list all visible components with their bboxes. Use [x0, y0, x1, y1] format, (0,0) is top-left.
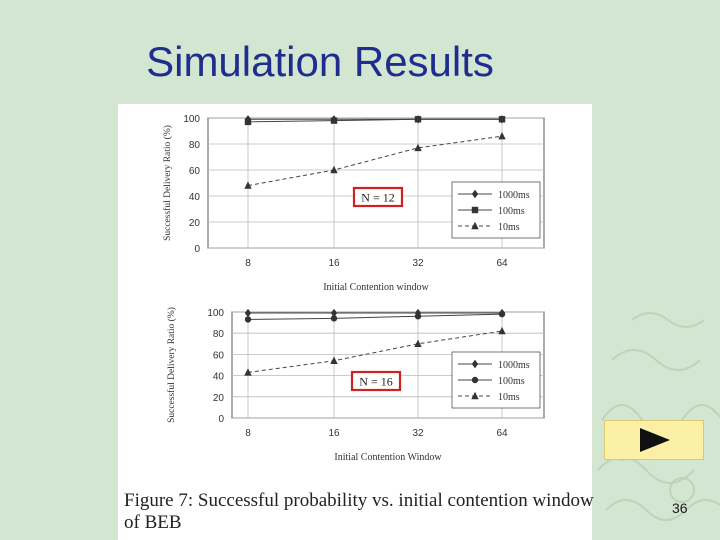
chart-1 [162, 114, 544, 293]
legend-label: 100ms [498, 206, 525, 217]
x-tick-label: 16 [328, 428, 340, 439]
x-axis-label: Initial Contention Window [334, 452, 442, 463]
slide-title: Simulation Results [146, 38, 494, 85]
x-tick-label: 64 [496, 428, 508, 439]
legend-marker [472, 377, 478, 383]
legend-marker [472, 207, 478, 213]
annotation-label: N = 12 [361, 190, 395, 205]
y-tick-label: 60 [212, 350, 224, 362]
data-point-1000ms [245, 309, 251, 317]
legend-label: 1000ms [498, 190, 530, 201]
y-tick-label: 100 [207, 308, 224, 319]
data-point-10ms [498, 327, 505, 334]
data-point-100ms [245, 119, 251, 125]
next-slide-button[interactable] [604, 420, 704, 460]
y-tick-label: 80 [212, 329, 224, 341]
y-tick-label: 100 [183, 114, 200, 125]
x-tick-label: 32 [412, 258, 424, 269]
x-tick-label: 32 [412, 428, 424, 439]
y-tick-label: 60 [188, 166, 200, 177]
data-point-100ms [245, 316, 251, 322]
x-axis-label: Initial Contention window [323, 282, 429, 293]
data-point-100ms [415, 116, 421, 122]
y-tick-label: 40 [188, 192, 200, 203]
figure [118, 104, 592, 540]
page-number: 36 [672, 500, 688, 516]
series-line-100ms [248, 314, 502, 319]
x-tick-label: 16 [328, 258, 340, 269]
data-point-10ms [498, 132, 505, 139]
figure-caption: Figure 7: Successful probability vs. initial contention window of BEB [124, 490, 594, 533]
data-point-100ms [331, 315, 337, 321]
annotation-label: N = 16 [359, 374, 393, 389]
y-tick-label: 40 [212, 371, 224, 383]
legend-label: 10ms [498, 222, 520, 233]
legend [452, 352, 540, 408]
data-point-100ms [415, 313, 421, 319]
data-point-100ms [331, 117, 337, 123]
data-point-100ms [499, 311, 505, 317]
data-point-10ms [330, 166, 337, 173]
data-point-100ms [499, 116, 505, 122]
legend-label: 1000ms [498, 360, 530, 371]
x-tick-label: 64 [496, 258, 508, 269]
y-tick-label: 20 [212, 392, 224, 404]
x-tick-label: 8 [245, 258, 251, 269]
legend [452, 182, 540, 238]
play-triangle-icon [605, 421, 703, 459]
y-tick-label: 80 [188, 140, 200, 151]
y-axis-label: Successful Delivery Ratio (%) [167, 307, 177, 423]
y-tick-label: 0 [194, 244, 200, 255]
y-tick-label: 20 [188, 218, 200, 229]
data-point-10ms [330, 357, 337, 364]
chart-2 [166, 307, 544, 463]
legend-label: 10ms [498, 392, 520, 403]
charts-canvas [118, 104, 592, 484]
y-axis-label: Successful Delivery Ratio (%) [163, 125, 173, 241]
y-tick-label: 0 [218, 414, 224, 425]
legend-label: 100ms [498, 376, 525, 387]
x-tick-label: 8 [245, 428, 251, 439]
